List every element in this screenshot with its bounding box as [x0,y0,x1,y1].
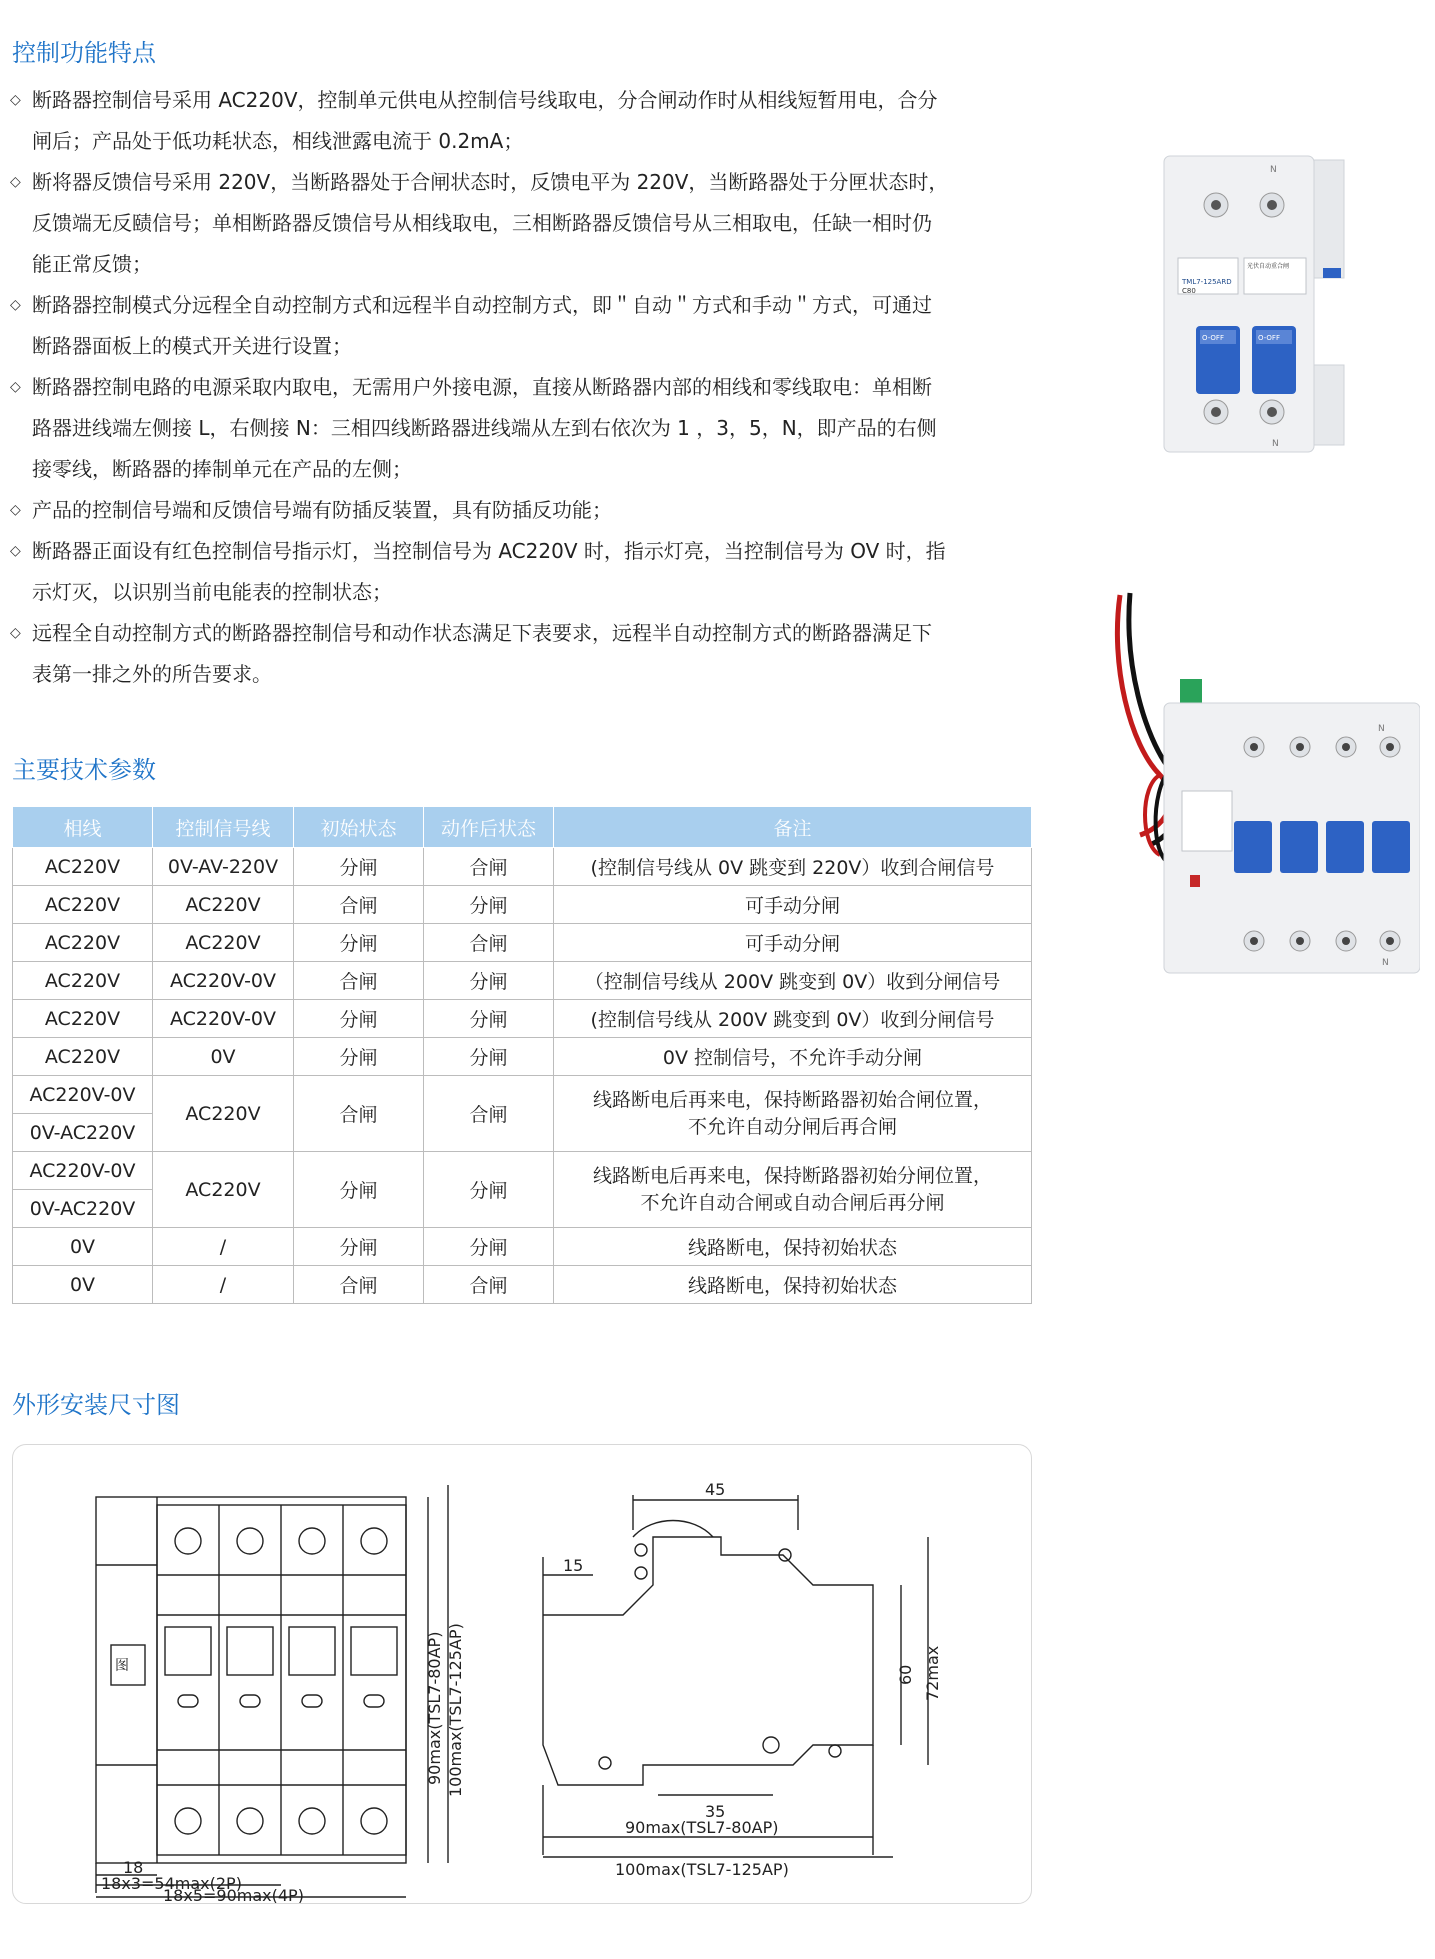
table-cell: 合闸 [424,924,554,962]
table-cell: / [153,1228,294,1266]
feature-item [10,367,1040,490]
photo1-switch-right: O-OFF [1258,334,1280,342]
table-row [13,848,1032,886]
feature-line: 断路器控制模式分远程全自动控制方式和远程半自动控制方式，即＂自动＂方式和手动＂方式，可通过 [32,293,932,317]
table-row [13,1228,1032,1266]
table-cell: AC220V [13,1000,153,1038]
table-cell: 分闸 [294,848,424,886]
table-cell: 分闸 [424,1152,554,1228]
photo1-model: TML7-125ARD [1182,278,1232,286]
dim-72max: 72max [923,1645,942,1701]
dim-80ap-depth: 90max(TSL7-80AP) [625,1818,779,1837]
table-cell: 线路断电，保持初始状态 [554,1228,1032,1266]
params-title: 主要技术参数 [12,756,156,784]
breaker-handle [1326,821,1364,873]
dimension-drawing [13,1445,1031,1903]
table-cell: 分闸 [424,886,554,924]
table-cell: 0V-AV-220V [153,848,294,886]
photo2-top-n: N [1378,724,1385,734]
dimensions-title: 外形安装尺寸图 [12,1391,180,1419]
dim-60: 60 [896,1664,915,1685]
feature-item [10,531,1040,613]
params-table [12,806,1032,1304]
table-cell: AC220V [13,1038,153,1076]
feature-line: 接零线，断路器的捧制单元在产品的左侧； [32,457,412,481]
dim-35: 35 [705,1802,726,1821]
table-cell: AC220V [13,962,153,1000]
feature-line: 反馈端无反赜信号；单相断路器反馈信号从相线取电，三相断路器反馈信号从三相取电，任缺一相时仍 [32,211,932,235]
table-cell: 线路断电，保持初始状态 [554,1266,1032,1304]
table-row [13,924,1032,962]
diamond-bullet-icon: ◇ [10,297,21,313]
dim-4p: 18x5=90max(4P) [163,1886,304,1903]
feature-line: 路器进线端左侧接 L，右侧接 N：三相四线断路器进线端从左到右依次为 1 ，3，5，N，即产品的右侧 [32,416,937,440]
dim-18: 18 [123,1858,144,1877]
feature-line: 远程全自动控制方式的断路器控制信号和动作状态满足下表要求，远程半自动控制方式的断路器满足下 [32,621,932,645]
feature-line: 能正常反馈； [32,252,152,276]
dim-80ap-height: 90max(TSL7-80AP) [425,1631,444,1785]
table-cell: 分闸 [424,962,554,1000]
table-row [13,1152,1032,1190]
diamond-bullet-icon: ◇ [10,543,21,559]
feature-item [10,613,1040,695]
photo1-bottom-n: N [1272,439,1279,449]
table-cell: 可手动分闸 [554,886,1032,924]
table-cell: AC220V [13,848,153,886]
feature-line: 断路器正面设有红色控制信号指示灯，当控制信号为 AC220V 时，指示灯亮，当控制信号为 OV 时，指 [32,539,946,563]
table-cell: (控制信号线从 0V 跳变到 220V）收到合闸信号 [554,848,1032,886]
table-header-row [13,807,1032,848]
table-cell: 0V 控制信号，不允许手动分闸 [554,1038,1032,1076]
diamond-bullet-icon: ◇ [10,92,21,108]
table-cell: 分闸 [424,1038,554,1076]
table-cell: / [153,1266,294,1304]
feature-line: 产品的控制信号端和反馈信号端有防插反装置，具有防插反功能； [32,498,612,522]
table-cell: 合闸 [294,962,424,1000]
header-note: 备注 [554,807,1032,848]
table-cell: 分闸 [424,1228,554,1266]
table-cell: 分闸 [294,1228,424,1266]
table-row [13,886,1032,924]
table-cell: 合闸 [294,1076,424,1152]
table-cell: AC220V-0V [153,1000,294,1038]
table-cell: AC220V [153,886,294,924]
table-cell: （控制信号线从 200V 跳变到 0V）收到分闸信号 [554,962,1032,1000]
table-row [13,1038,1032,1076]
table-cell: AC220V-0V [153,962,294,1000]
product-photo-4p [1100,585,1420,985]
table-cell: 0V [13,1266,153,1304]
table-cell: AC220V-0V [13,1152,153,1190]
note-line: 线路断电后再来电，保持断路器初始合闸位置， [592,1088,992,1111]
diamond-bullet-icon: ◇ [10,625,21,641]
diamond-bullet-icon: ◇ [10,379,21,395]
table-cell: (控制信号线从 200V 跳变到 0V）收到分闸信号 [554,1000,1032,1038]
breaker-handle [1234,821,1272,873]
breaker-handle [1372,821,1410,873]
table-cell: 分闸 [294,1152,424,1228]
table-cell: AC220V [153,924,294,962]
header-phase: 相线 [13,807,153,848]
diamond-bullet-icon: ◇ [10,502,21,518]
product-photo-2p [1160,150,1350,460]
dim-15: 15 [563,1556,584,1575]
feature-item [10,80,1040,162]
table-cell: 合闸 [424,1266,554,1304]
table-cell: AC220V [153,1076,294,1152]
feature-line: 表第一排之外的所告要求。 [32,662,272,686]
table-cell: 0V [13,1228,153,1266]
table-cell: AC220V [13,886,153,924]
table-cell: AC220V [13,924,153,962]
note-line: 线路断电后再来电，保持断路器初始分闸位置， [592,1164,992,1187]
photo1-label: 光伏自动重合闸 [1247,263,1290,270]
table-cell: 0V-AC220V [13,1114,153,1152]
feature-list [10,80,1040,695]
table-cell: 合闸 [294,886,424,924]
mode-glyph: 图 [115,1658,129,1674]
dim-125ap-height: 100max(TSL7-125AP) [446,1623,465,1797]
header-after: 动作后状态 [424,807,554,848]
table-cell: AC220V [153,1152,294,1228]
photo1-top-n: N [1270,165,1277,175]
table-row [13,1076,1032,1114]
table-row [13,962,1032,1000]
header-control: 控制信号线 [153,807,294,848]
feature-line: 断路器控制信号采用 AC220V，控制单元供电从控制信号线取电，分合闸动作时从相线短暂用电，合分 [32,88,938,112]
table-cell: 可手动分闸 [554,924,1032,962]
table-cell: 合闸 [294,1266,424,1304]
dim-45: 45 [705,1480,726,1499]
table-cell: 合闸 [424,848,554,886]
feature-line: 断路器控制电路的电源采取内取电，无需用户外接电源，直接从断路器内部的相线和零线取电：单相断 [32,375,932,399]
table-cell: 合闸 [424,1076,554,1152]
feature-line: 闸后；产品处于低功耗状态，相线泄露电流于 0.2mA； [32,129,524,153]
dimension-drawing-panel [12,1444,1032,1904]
table-cell: 分闸 [294,924,424,962]
feature-line: 断路器面板上的模式开关进行设置； [32,334,352,358]
photo2-bottom-n: N [1382,958,1389,968]
breaker-handle [1280,821,1318,873]
dim-125ap-depth: 100max(TSL7-125AP) [615,1860,789,1879]
table-cell: 0V-AC220V [13,1190,153,1228]
table-cell: 分闸 [294,1000,424,1038]
feature-line: 断将器反馈信号采用 220V，当断路器处于合闸状态时，反馈电平为 220V，当断路器处于分匣状态时， [32,170,949,194]
table-cell [554,1076,1032,1152]
table-cell: 分闸 [294,1038,424,1076]
dim-2p: 18x3=54max(2P) [101,1874,242,1893]
feature-item [10,285,1040,367]
note-line: 不允许自动合闸或自动合闸后再分闸 [640,1191,945,1214]
photo1-rating: C80 [1182,287,1196,295]
photo1-switch-left: O-OFF [1202,334,1224,342]
table-cell: 0V [153,1038,294,1076]
table-row [13,1000,1032,1038]
table-cell [554,1152,1032,1228]
features-title: 控制功能特点 [12,39,156,67]
note-line: 不允许自动分闸后再合闸 [687,1115,897,1138]
table-cell: AC220V-0V [13,1076,153,1114]
table-row [13,1266,1032,1304]
feature-line: 示灯灭，以识别当前电能表的控制状态； [32,580,392,604]
table-cell: 分闸 [424,1000,554,1038]
feature-item [10,490,1040,531]
header-initial: 初始状态 [294,807,424,848]
feature-item [10,162,1040,285]
diamond-bullet-icon: ◇ [10,174,21,190]
